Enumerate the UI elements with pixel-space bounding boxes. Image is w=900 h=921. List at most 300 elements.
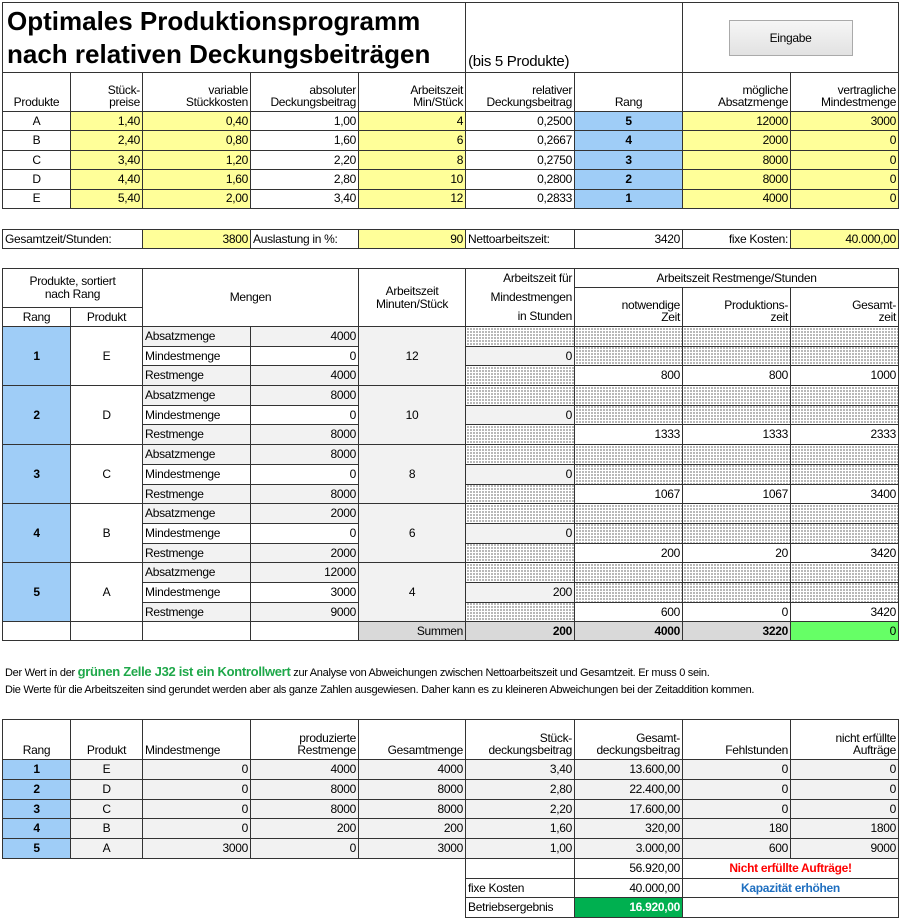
mindestmenge: 0 [251,405,359,425]
produktionszeit: 1067 [683,484,791,504]
table-row [3,622,899,641]
data-cell: A [3,112,71,131]
table-row [3,878,899,898]
table-row [3,170,899,189]
empty [71,622,143,641]
restmenge: 8000 [251,425,359,445]
header-line: Restmenge [297,743,356,758]
fixe-kosten-input[interactable]: 40.000,00 [791,230,899,249]
hatched-cell [575,523,683,543]
note-highlight: grünen Zelle J32 ist ein Kontrollwert [77,664,291,679]
data-cell[interactable]: 3000 [791,112,899,131]
hatched-cell [575,445,683,465]
produktionszeit: 1333 [683,425,791,445]
label: Restmenge [143,425,251,445]
data-cell: 3,40 [251,189,359,208]
data-cell: 8000 [251,799,359,819]
data-cell: 2,80 [251,170,359,189]
rank-cell: 5 [575,112,683,131]
data-cell[interactable]: 12 [359,189,466,208]
data-cell: 3000 [359,839,466,859]
empty [683,898,899,918]
rank-cell: 1 [3,760,71,780]
restmenge: 4000 [251,366,359,386]
data-cell[interactable]: 3,40 [71,150,143,169]
column-header [143,720,251,760]
betriebsergebnis: 16.920,00 [575,898,683,918]
label: Mindestmenge [143,346,251,366]
empty [466,858,575,878]
header-line: Stück- [539,730,572,745]
label: Absatzmenge [143,327,251,347]
mindest-stunden: 0 [466,523,575,543]
data-cell[interactable]: 8000 [683,150,791,169]
label: fixe Kosten [466,878,575,898]
data-cell: 0 [143,779,251,799]
absatzmenge: 2000 [251,504,359,524]
data-cell: 4000 [251,760,359,780]
mindest-stunden: 0 [466,464,575,484]
label: Restmenge [143,366,251,386]
hatched-cell [466,327,575,347]
header-line: Stück- [107,82,140,97]
table-row [3,839,899,859]
hatched-cell [575,504,683,524]
data-cell: 0 [683,799,791,819]
hatched-cell [791,523,899,543]
minuten-cell: 8 [359,445,466,504]
data-cell: B [71,819,143,839]
column-header [683,720,791,760]
label: Absatzmenge [143,563,251,583]
data-cell: 3.000,00 [575,839,683,859]
data-cell: D [71,779,143,799]
data-cell: 180 [683,819,791,839]
product-cell: C [71,445,143,504]
warning-text: Nicht erfüllte Aufträge! [683,858,899,878]
mindest-stunden: 200 [466,582,575,602]
hatched-cell [575,405,683,425]
data-cell: 13.600,00 [575,760,683,780]
rank-cell: 4 [3,819,71,839]
data-cell[interactable]: 2,40 [71,131,143,150]
data-cell: 2,20 [251,150,359,169]
mindestmenge: 0 [251,464,359,484]
button-cell [683,3,899,73]
rank-cell: 2 [575,170,683,189]
data-cell: 4000 [359,760,466,780]
header-rang: Rang [3,307,71,326]
header-line: Optimales Produktionsprogramm [7,5,421,36]
minuten-cell: 6 [359,504,466,563]
restmenge: 8000 [251,484,359,504]
mindestmenge: 0 [251,523,359,543]
column-header [143,73,251,112]
header-line: Rang [614,95,643,110]
table-row [3,327,899,347]
calc-table [2,268,899,641]
hatched-cell [683,504,791,524]
data-cell: 0 [251,839,359,859]
kontrollwert: 0 [791,622,899,641]
data-cell: 0 [143,799,251,819]
data-cell: 0,2800 [466,170,575,189]
data-cell: 2,20 [466,799,575,819]
header-line: Arbeitszeit [410,82,464,97]
table-row [3,898,899,918]
produktionszeit: 20 [683,543,791,563]
header-mindest-std: Arbeitszeit für Mindestmengen in Stunden [466,269,575,327]
hatched-cell [466,366,575,386]
data-cell: E [3,189,71,208]
header-line: preise [109,95,140,110]
absatzmenge: 12000 [251,563,359,583]
hatched-cell [466,504,575,524]
hatched-cell [466,563,575,583]
input-table [2,2,899,209]
notwendige-zeit: 600 [575,602,683,622]
header-line: vertragliche [837,82,897,97]
header-line: Deckungsbeitrag [270,95,356,110]
table-row [3,230,899,249]
rank-cell: 4 [575,131,683,150]
eingabe-button[interactable]: Eingabe [729,20,853,56]
product-cell: D [71,386,143,445]
data-cell: 2,80 [466,779,575,799]
mindestmenge: 3000 [251,582,359,602]
gesamtzeit: 2333 [791,425,899,445]
label: Mindestmenge [143,523,251,543]
column-header [683,73,791,112]
nettoarbeitszeit-value: 3420 [575,230,683,249]
hatched-cell [575,464,683,484]
gesamtzeit: 1000 [791,366,899,386]
data-cell[interactable]: 1,60 [143,170,251,189]
header-line: Minuten/Stück [375,296,449,311]
rank-cell: 2 [3,386,71,445]
gesamtzeit: 3420 [791,543,899,563]
data-cell: C [71,799,143,819]
product-cell: B [71,504,143,563]
minuten-cell: 4 [359,563,466,622]
data-cell[interactable]: 12000 [683,112,791,131]
label: Nettoarbeitszeit: [466,230,575,249]
header-line: nach relativen Deckungsbeiträgen [7,38,431,69]
column-header [3,73,71,112]
note-line-2: Die Werte für die Arbeitszeiten sind gerundet werden aber als ganze Zahlen ausgewiesen. Daher kann es zu kleineren Abweichungen bei der Zeitaddition kommen. [5,684,755,696]
empty [251,622,359,641]
mindest-stunden: 0 [466,405,575,425]
data-cell: 3,40 [466,760,575,780]
data-cell: 200 [359,819,466,839]
header-line: Absatzmenge [717,95,789,110]
column-header [251,720,359,760]
data-cell: 3000 [143,839,251,859]
hatched-cell [575,346,683,366]
table-row [3,799,899,819]
result-table [2,719,899,918]
notwendige-zeit: 800 [575,366,683,386]
auslastung-input[interactable]: 90 [359,230,466,249]
restmenge: 9000 [251,602,359,622]
data-cell: 200 [251,819,359,839]
header-line: Gesamt- [852,297,897,312]
header-mengen: Mengen [143,269,359,327]
hatched-cell [791,582,899,602]
produktionszeit: 800 [683,366,791,386]
hatched-cell [683,582,791,602]
mindest-stunden: 0 [466,346,575,366]
header-line: Fehlstunden [725,743,788,758]
data-cell[interactable]: 0 [791,131,899,150]
header-line: nach Rang [44,286,101,301]
header-line: Arbeitszeit [385,283,439,298]
rank-cell: 4 [3,504,71,563]
data-cell: 0 [791,799,899,819]
table-row [3,858,899,878]
summary-table [2,229,899,249]
table-row [3,563,899,583]
header-sorted [3,269,143,308]
label: Mindestmenge [143,464,251,484]
header-line: Deckungsbeitrag [486,95,573,110]
label: Absatzmenge [143,504,251,524]
data-cell: 0 [683,760,791,780]
rank-cell: 1 [3,327,71,386]
hatched-cell [683,346,791,366]
header-line: Mindestmenge [820,95,897,110]
label: Absatzmenge [143,386,251,406]
data-cell: 1800 [791,819,899,839]
header-line: Zeit [661,310,681,325]
rank-cell: 3 [3,799,71,819]
empty [3,878,466,898]
rank-cell: 5 [3,839,71,859]
header-line: mögliche [742,82,789,97]
data-cell[interactable]: 2,00 [143,189,251,208]
produktionszeit: 0 [683,602,791,622]
header-line: Aufträge [853,743,896,758]
column-header [575,720,683,760]
empty [3,898,466,918]
header-line: Gesamtmenge [387,743,463,758]
column-header [466,73,575,112]
product-cell: A [71,563,143,622]
data-cell: 8000 [359,779,466,799]
hatched-cell [466,445,575,465]
empty [3,622,71,641]
table-row [3,760,899,780]
column-header [3,720,71,760]
header-line: zeit [878,310,897,325]
column-header [359,720,466,760]
rank-cell: 1 [575,189,683,208]
table-row [3,150,899,169]
hatched-cell [791,504,899,524]
data-cell[interactable]: 4 [359,112,466,131]
header-line: relativer [532,82,573,97]
data-cell[interactable]: 0 [791,150,899,169]
header-notwendig [575,288,683,327]
note-text: zur Analyse von Abweichungen zwischen Nettoarbeitszeit und Gesamtzeit. Er muss 0 sein. [290,667,710,679]
hatched-cell [683,464,791,484]
hatched-cell [791,464,899,484]
data-cell[interactable]: 0,40 [143,112,251,131]
absatzmenge: 4000 [251,327,359,347]
hint-text: Kapazität erhöhen [683,878,899,898]
data-cell: 0 [143,760,251,780]
note-text: Der Wert in der [5,667,78,679]
hatched-cell [791,327,899,347]
table-row [3,73,899,112]
header-line: zeit [770,310,789,325]
data-cell[interactable]: 0 [791,189,899,208]
data-cell: 0,2500 [466,112,575,131]
label: Betriebsergebnis [466,898,575,918]
column-header [359,73,466,112]
data-cell[interactable]: 0 [791,170,899,189]
hatched-cell [575,386,683,406]
table-row [3,504,899,524]
fixe-kosten: 40.000,00 [575,878,683,898]
header-line: Arbeitszeit für [503,271,573,285]
data-cell[interactable]: 2000 [683,131,791,150]
rank-cell: 5 [3,563,71,622]
gesamtzeit-input[interactable]: 3800 [143,230,251,249]
data-cell: C [3,150,71,169]
table-row [3,269,899,288]
data-cell[interactable]: 10 [359,170,466,189]
header-produkt: Produkt [71,307,143,326]
absatzmenge: 8000 [251,445,359,465]
subtitle: (bis 5 Produkte) [466,3,683,73]
data-cell: 0 [791,760,899,780]
hatched-cell [575,582,683,602]
hatched-cell [791,346,899,366]
data-cell[interactable]: 0,80 [143,131,251,150]
data-cell: 1,00 [251,112,359,131]
data-cell: 0,2833 [466,189,575,208]
header-produktion [683,288,791,327]
header-line: Produkt [86,743,127,758]
gesamtzeit: 3420 [791,602,899,622]
header-line: Produkte, sortiert [29,274,116,289]
column-header [791,73,899,112]
rank-cell: 3 [3,445,71,504]
minuten-cell: 10 [359,386,466,445]
page-title [3,3,466,73]
data-cell[interactable]: 1,20 [143,150,251,169]
hatched-cell [575,327,683,347]
data-cell: 17.600,00 [575,799,683,819]
data-cell: E [71,760,143,780]
header-line: deckungsbeitrag [596,743,680,758]
header-line: produzierte [299,730,356,745]
hatched-cell [683,327,791,347]
hatched-cell [683,445,791,465]
data-cell[interactable]: 1,40 [71,112,143,131]
table-row [3,819,899,839]
header-line: variable [208,82,248,97]
label: Absatzmenge [143,445,251,465]
data-cell: 600 [683,839,791,859]
header-line: notwendige [621,297,681,312]
hatched-cell [466,484,575,504]
hatched-cell [575,563,683,583]
rank-cell: 2 [3,779,71,799]
data-cell: B [3,131,71,150]
header-line: absoluter [309,82,356,97]
column-header [71,720,143,760]
data-cell: 0,2750 [466,150,575,169]
gesamtzeit: 3400 [791,484,899,504]
table-row [3,386,899,406]
restmenge: 2000 [251,543,359,563]
header-line: Gesamt- [636,730,680,745]
total-deckungsbeitrag: 56.920,00 [575,858,683,878]
data-cell: 1,00 [466,839,575,859]
label: Mindestmenge [143,582,251,602]
column-header [71,73,143,112]
hatched-cell [466,425,575,445]
header-line: Stückkosten [185,95,248,110]
label: Gesamtzeit/Stunden: [3,230,143,249]
label: Auslastung in %: [251,230,359,249]
data-cell[interactable]: 4000 [683,189,791,208]
data-cell: A [71,839,143,859]
hatched-cell [683,563,791,583]
hatched-cell [466,602,575,622]
header-arbeitszeit [359,269,466,327]
data-cell: 22.400,00 [575,779,683,799]
data-cell[interactable]: 5,40 [71,189,143,208]
sum-produktion: 3220 [683,622,791,641]
rank-cell: 3 [575,150,683,169]
data-cell: 0,2667 [466,131,575,150]
minuten-cell: 12 [359,327,466,386]
header-line: Rang [22,743,51,758]
label: Mindestmenge [143,405,251,425]
data-cell[interactable]: 4,40 [71,170,143,189]
data-cell[interactable]: 8 [359,150,466,169]
table-row [3,3,899,73]
hatched-cell [466,386,575,406]
data-cell: 320,00 [575,819,683,839]
data-cell[interactable]: 6 [359,131,466,150]
header-line: Mindestmenge [145,743,221,758]
header-line: Produkte [13,95,60,110]
column-header [575,73,683,112]
column-header [791,720,899,760]
notwendige-zeit: 1067 [575,484,683,504]
empty [143,622,251,641]
note-line-1 [5,664,710,679]
table-row [3,779,899,799]
hatched-cell [791,445,899,465]
mindestmenge: 0 [251,346,359,366]
label: fixe Kosten: [683,230,791,249]
data-cell: 9000 [791,839,899,859]
product-cell: E [71,327,143,386]
data-cell: 1,60 [251,131,359,150]
data-cell[interactable]: 8000 [683,170,791,189]
header-restmenge: Arbeitszeit Restmenge/Stunden [575,269,899,288]
hatched-cell [791,405,899,425]
hatched-cell [791,563,899,583]
header-gesamt [791,288,899,327]
label: Restmenge [143,602,251,622]
table-row [3,112,899,131]
